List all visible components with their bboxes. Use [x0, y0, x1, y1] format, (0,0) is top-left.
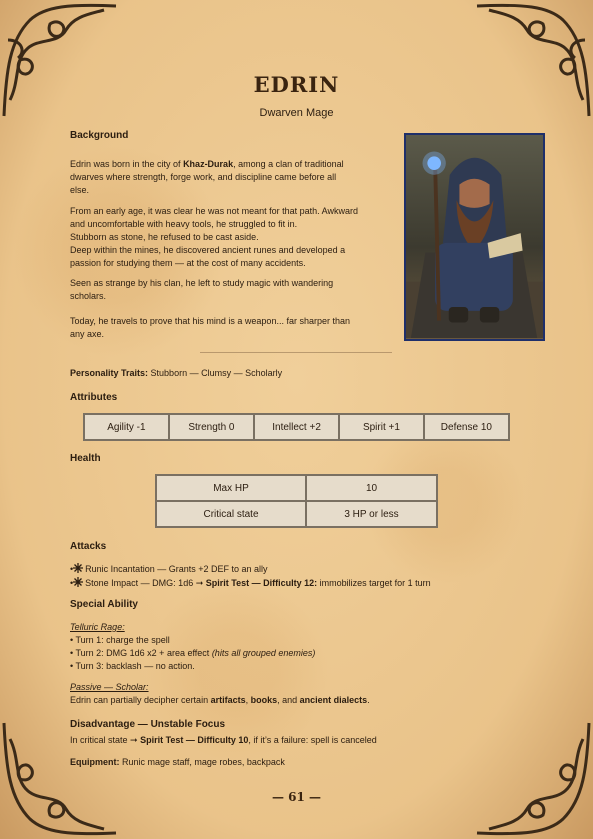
- attack-runic-incantation: • Runic Incantation — Grants +2 DEF to an ally: [70, 564, 268, 574]
- health-table: [155, 474, 438, 528]
- personality-traits: Personality Traits: Stubborn — Clumsy — Scholarly: [70, 368, 283, 378]
- attribute-defense: Defense 10: [424, 414, 509, 440]
- telluric-rage-block: Telluric Rage: • Turn 1: charge the spell • Turn 2: DMG 1d6 x2 + area effect (hits all grouped enemies) • Turn 3: backlash — no action.: [70, 622, 316, 671]
- corner-ornament-top-right: [473, 0, 593, 120]
- passive-scholar-title: Passive — Scholar:: [70, 682, 149, 692]
- attribute-agility: Agility -1: [84, 414, 169, 440]
- corner-ornament-bottom-right: [473, 719, 593, 839]
- background-paragraph-1: Edrin was born in the city of Khaz-Durak, among a clan of traditional dwarves where strength, forge work, and discipline came before all else.: [70, 159, 344, 195]
- attacks-heading: Attacks: [70, 541, 107, 552]
- special-ability-heading: Special Ability: [70, 599, 138, 610]
- health-heading: Health: [70, 453, 101, 464]
- section-divider: [200, 352, 392, 353]
- disadvantage-text: In critical state ➞ Spirit Test — Difficulty 10, if it’s a failure: spell is canceled: [70, 735, 377, 745]
- table-row: [156, 501, 437, 527]
- page-number: — 61 —: [271, 790, 322, 804]
- attributes-table: [83, 413, 510, 441]
- attribute-intellect: Intellect +2: [254, 414, 339, 440]
- attack-stone-impact: • Stone Impact — DMG: 1d6 ➞ Spirit Test — Difficulty 12: immobilizes target for 1 turn: [70, 578, 431, 588]
- max-hp-label: Max HP: [156, 475, 306, 501]
- background-heading: Background: [70, 130, 129, 141]
- passive-scholar-block: Passive — Scholar: Edrin can partially decipher certain artifacts, books, and ancient dialects.: [70, 682, 370, 705]
- rune-icon: [73, 563, 83, 573]
- telluric-rage-title: Telluric Rage:: [70, 622, 125, 632]
- attributes-heading: Attributes: [70, 392, 118, 403]
- dwarf-mage-illustration: [406, 135, 543, 339]
- attribute-strength: Strength 0: [169, 414, 254, 440]
- character-name: EDRIN: [253, 72, 340, 97]
- equipment-line: Equipment: Runic mage staff, mage robes, backpack: [70, 757, 285, 767]
- background-paragraph-2: From an early age, it was clear he was not meant for that path. Awkward and uncomfortable with heavy tools, he struggled to fit in. Stubborn as stone, he refused to be cast aside. Deep within the mines, he discovered ancient runes and developed a passion for studying them — at the cost of many accidents.: [70, 206, 358, 268]
- background-paragraph-3: Seen as strange by his clan, he left to study magic with wandering scholars.: [70, 278, 334, 301]
- critical-state-label: Critical state: [156, 501, 306, 527]
- background-paragraph-4: Today, he travels to prove that his mind is a weapon... far sharper than any axe.: [70, 316, 350, 339]
- character-class: Dwarven Mage: [259, 107, 334, 119]
- rune-icon: [73, 577, 83, 587]
- character-portrait: [404, 133, 545, 341]
- corner-ornament-top-left: [0, 0, 120, 120]
- table-row: [156, 475, 437, 501]
- attribute-spirit: Spirit +1: [339, 414, 424, 440]
- disadvantage-heading: Disadvantage — Unstable Focus: [70, 719, 226, 730]
- critical-state-value: 3 HP or less: [306, 501, 437, 527]
- max-hp-value: 10: [306, 475, 437, 501]
